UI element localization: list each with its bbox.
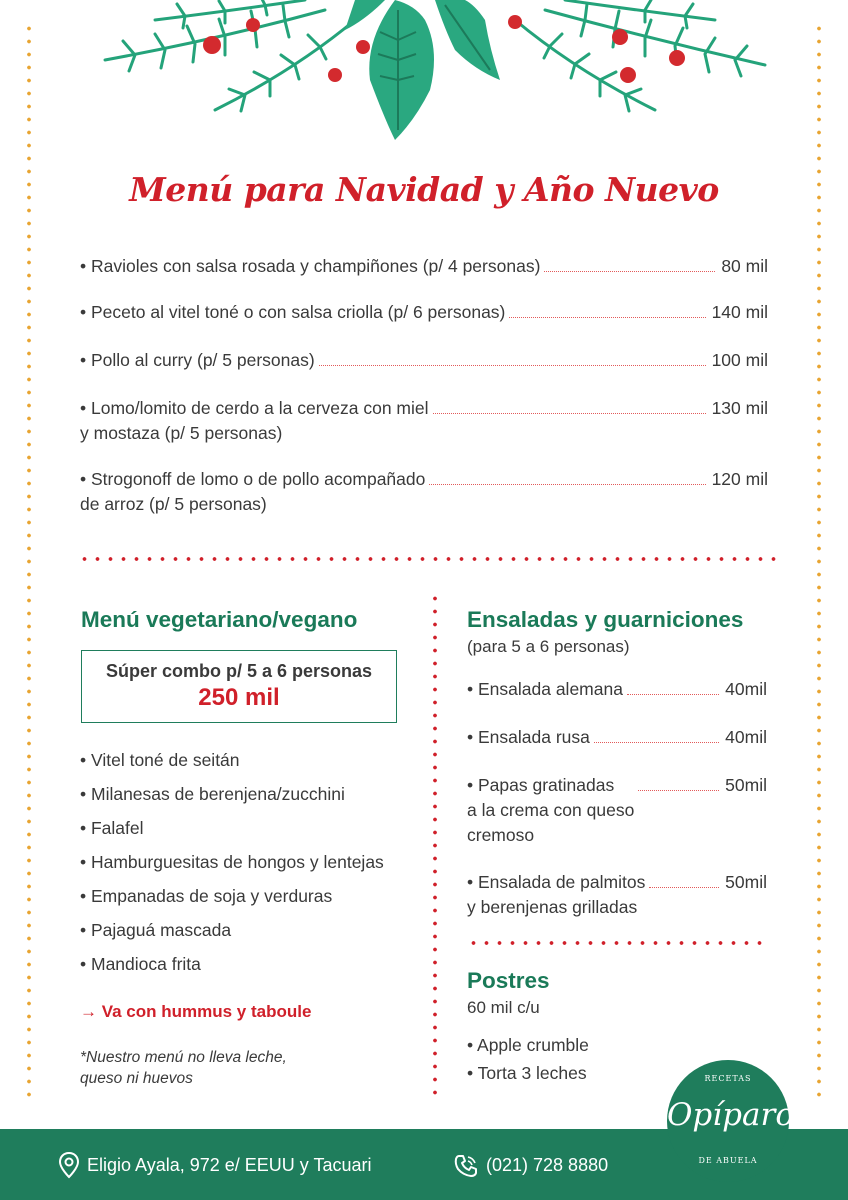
list-item: • Milanesas de berenjena/zucchini: [80, 784, 345, 804]
list-item: • Vitel toné de seitán: [80, 750, 240, 770]
dotted-leader: [319, 365, 706, 366]
vegetarian-title: Menú vegetariano/vegano: [81, 607, 358, 632]
list-item: • Empanadas de soja y verduras: [80, 886, 333, 906]
brand-logo: RECETAS Opíparo DE ABUELA: [667, 1060, 789, 1182]
menu-item: • Pollo al curry (p/ 5 personas) 100 mil: [80, 350, 768, 370]
list-item: • Pajaguá mascada: [80, 920, 232, 940]
combo-price: 250 mil: [198, 684, 280, 711]
page-title: Menú para Navidad y Año Nuevo: [129, 170, 719, 209]
phone-icon: [453, 1153, 479, 1179]
dotted-leader: [429, 484, 705, 485]
vegetarian-list: [80, 750, 384, 988]
list-item: • Torta 3 leches: [467, 1063, 587, 1083]
desserts-list: [467, 1035, 589, 1091]
dotted-leader: [649, 887, 719, 888]
list-item: • Falafel: [80, 818, 144, 838]
desserts-subtitle: 60 mil c/u: [467, 998, 540, 1017]
address: Eligio Ayala, 972 e/ EEUU y Tacuari: [87, 1155, 372, 1175]
dotted-leader: [544, 271, 715, 272]
column-divider: [433, 592, 437, 1102]
salad-item: • Ensalada de palmitos y berenjenas grilladas 50mil: [467, 872, 767, 917]
combo-label: Súper combo p/ 5 a 6 personas: [105, 661, 373, 681]
dotted-leader: [433, 413, 706, 414]
salad-item: • Ensalada alemana 40mil: [467, 679, 767, 699]
list-item: • Apple crumble: [467, 1035, 589, 1055]
pine-berries-decoration: [95, 0, 775, 145]
section-divider: [78, 557, 776, 561]
menu-item: • Ravioles con salsa rosada y champiñones (p/ 4 personas) 80 mil: [80, 256, 768, 276]
section-divider: [467, 941, 767, 945]
menu-item: • Strogonoff de lomo o de pollo acompañado de arroz (p/ 5 personas) 120 mil: [80, 469, 768, 514]
hummus-note: → Va con hummus y taboule: [80, 1002, 312, 1021]
dotted-leader: [638, 790, 719, 791]
dietary-note: *Nuestro menú no lleva leche, queso ni huevos: [80, 1049, 287, 1087]
desserts-title: Postres: [467, 968, 550, 993]
list-item: • Mandioca frita: [80, 954, 201, 974]
salads-title: Ensaladas y guarniciones: [467, 607, 744, 632]
salad-item: • Ensalada rusa 40mil: [467, 727, 767, 747]
menu-item: • Lomo/lomito de cerdo a la cerveza con miel y mostaza (p/ 5 personas) 130 mil: [80, 398, 768, 443]
salads-subtitle: (para 5 a 6 personas): [467, 637, 630, 656]
dotted-leader: [594, 742, 719, 743]
menu-item: • Peceto al vitel toné o con salsa criolla (p/ 6 personas) 140 mil: [80, 302, 768, 322]
location-pin-icon: [58, 1151, 80, 1179]
holly-leaf-icon: [345, 0, 500, 140]
list-item: • Hamburguesitas de hongos y lentejas: [80, 852, 384, 872]
dotted-leader: [627, 694, 719, 695]
salad-item: • Papas gratinadas a la crema con queso cremoso 50mil: [467, 775, 767, 845]
dotted-leader: [509, 317, 705, 318]
combo-box: [81, 650, 397, 723]
phone-number: (021) 728 8880: [486, 1155, 609, 1175]
